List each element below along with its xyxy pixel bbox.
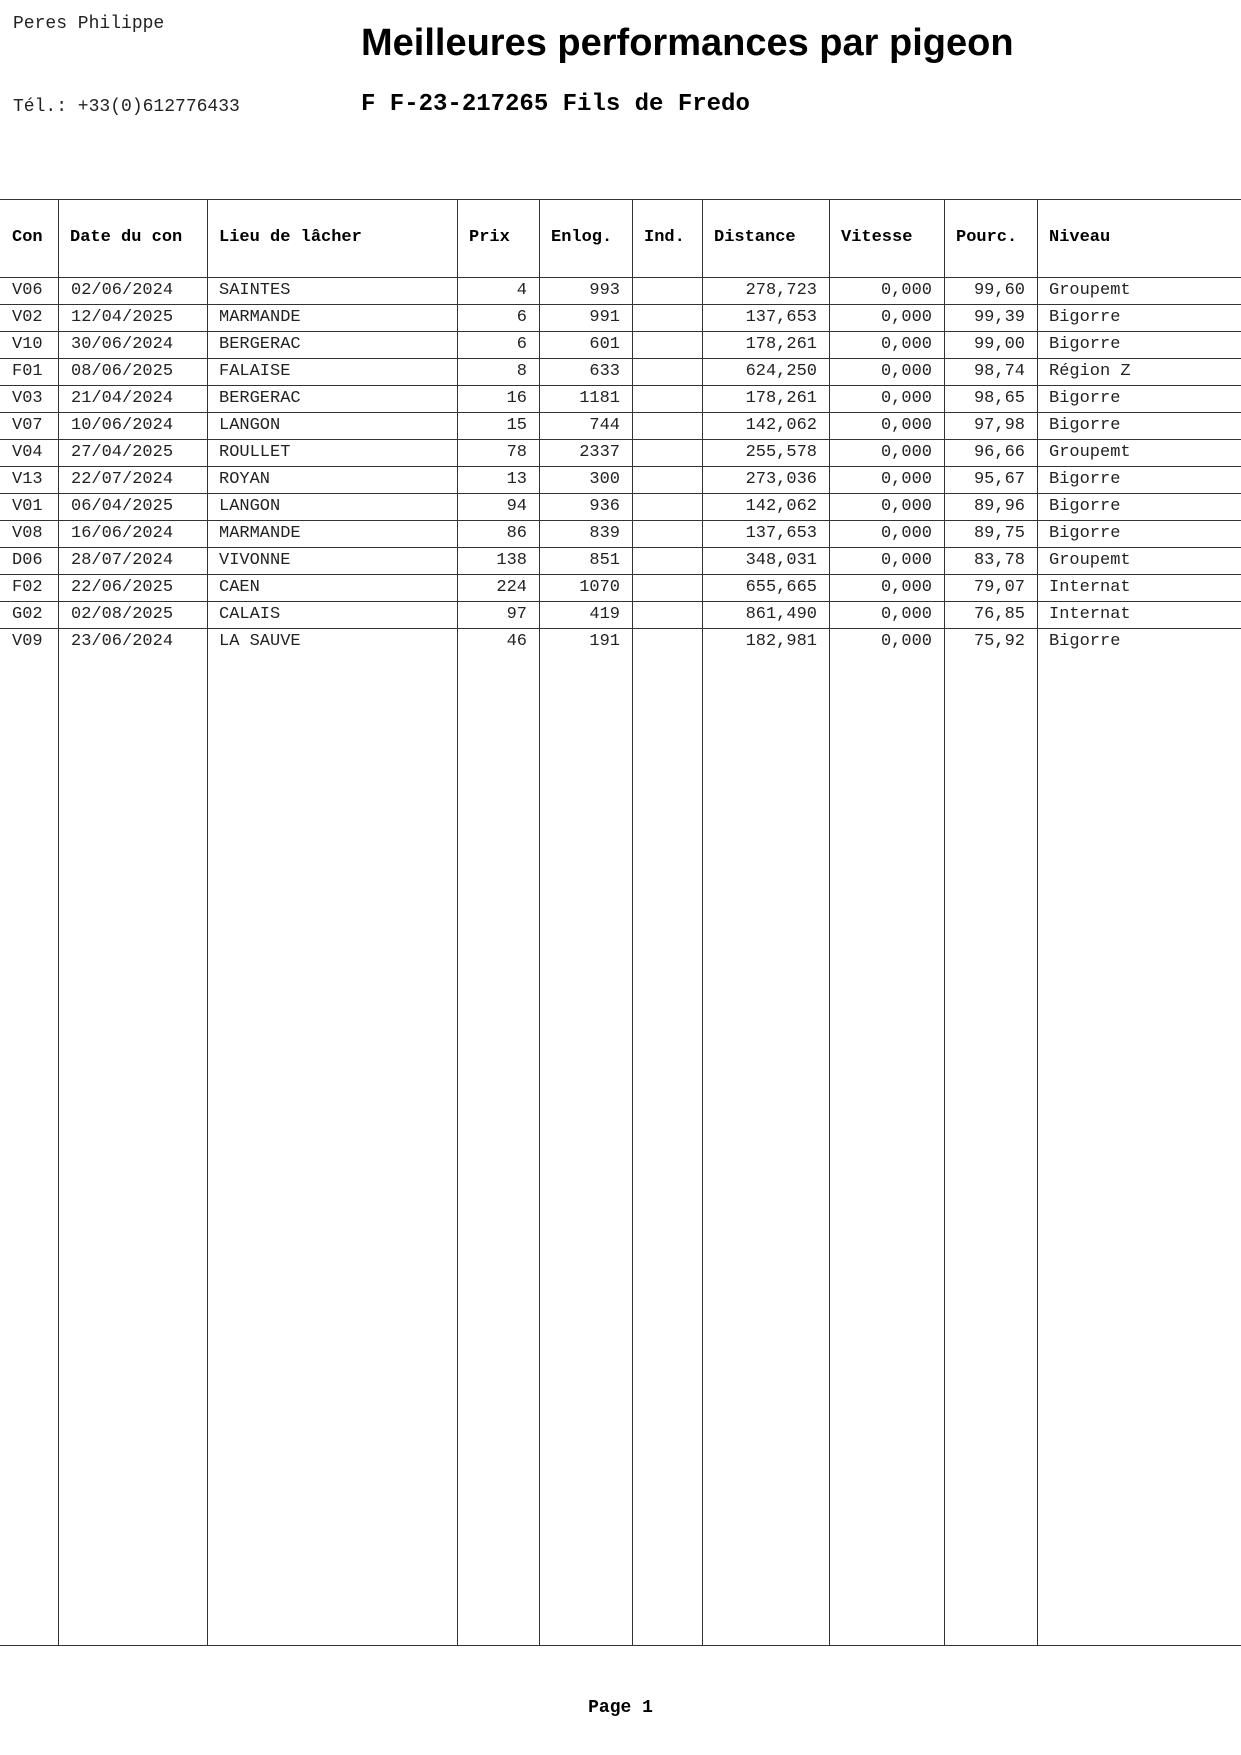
cell-prize: 6 xyxy=(457,331,539,358)
cell-speed: 0,000 xyxy=(829,385,944,412)
cell-prize: 97 xyxy=(457,601,539,628)
cell-ind xyxy=(632,574,702,601)
cell-distance: 178,261 xyxy=(702,331,829,358)
cell-release-site: LANGON xyxy=(207,493,457,520)
cell-ind xyxy=(632,628,702,655)
cell-release-site: CALAIS xyxy=(207,601,457,628)
cell-distance: 348,031 xyxy=(702,547,829,574)
cell-level: Internat xyxy=(1037,601,1241,628)
cell-con: V03 xyxy=(0,385,58,412)
cell-con: V13 xyxy=(0,466,58,493)
cell-percent: 97,98 xyxy=(944,412,1037,439)
cell-date: 02/08/2025 xyxy=(58,601,207,628)
cell-percent: 99,60 xyxy=(944,277,1037,304)
cell-level: Groupemt xyxy=(1037,439,1241,466)
cell-ind xyxy=(632,601,702,628)
cell-percent: 83,78 xyxy=(944,547,1037,574)
cell-ind xyxy=(632,412,702,439)
cell-release-site: MARMANDE xyxy=(207,304,457,331)
cell-level: Bigorre xyxy=(1037,493,1241,520)
cell-ind xyxy=(632,277,702,304)
column-header-distance: Distance xyxy=(702,199,829,277)
cell-percent: 89,96 xyxy=(944,493,1037,520)
column-header-basketed: Enlog. xyxy=(539,199,632,277)
cell-level: Bigorre xyxy=(1037,520,1241,547)
cell-con: V01 xyxy=(0,493,58,520)
pigeon-id: F F-23-217265 Fils de Fredo xyxy=(361,91,750,118)
cell-percent: 79,07 xyxy=(944,574,1037,601)
cell-con: V02 xyxy=(0,304,58,331)
cell-basketed: 300 xyxy=(539,466,632,493)
cell-distance: 142,062 xyxy=(702,493,829,520)
cell-percent: 89,75 xyxy=(944,520,1037,547)
cell-level: Bigorre xyxy=(1037,304,1241,331)
table-row xyxy=(0,385,1241,412)
cell-basketed: 191 xyxy=(589,631,620,651)
cell-distance: 182,981 xyxy=(745,631,817,651)
cell-percent: 98,65 xyxy=(944,385,1037,412)
page-number: Page 1 xyxy=(588,1698,653,1718)
cell-basketed: 839 xyxy=(539,520,632,547)
cell-basketed: 936 xyxy=(539,493,632,520)
cell-ind xyxy=(632,439,702,466)
cell-date: 22/06/2025 xyxy=(58,574,207,601)
cell-prize: 6 xyxy=(457,304,539,331)
owner-phone: Tél.: +33(0)612776433 xyxy=(13,97,240,117)
cell-level: Internat xyxy=(1037,574,1241,601)
table-row xyxy=(0,520,1241,547)
cell-date: 08/06/2025 xyxy=(58,358,207,385)
cell-date: 22/07/2024 xyxy=(58,466,207,493)
cell-speed: 0,000 xyxy=(829,574,944,601)
table-body xyxy=(0,277,1241,655)
cell-prize: 4 xyxy=(457,277,539,304)
cell-prize: 224 xyxy=(457,574,539,601)
cell-ind xyxy=(632,304,702,331)
cell-con: V09 xyxy=(12,631,43,651)
cell-prize: 46 xyxy=(506,631,527,651)
cell-prize: 15 xyxy=(457,412,539,439)
cell-distance: 178,261 xyxy=(702,385,829,412)
cell-con: G02 xyxy=(0,601,58,628)
cell-prize: 78 xyxy=(457,439,539,466)
cell-percent: 75,92 xyxy=(973,631,1025,651)
cell-con: F02 xyxy=(0,574,58,601)
cell-level: Groupemt xyxy=(1037,547,1241,574)
cell-ind xyxy=(632,358,702,385)
cell-release-site: BERGERAC xyxy=(207,385,457,412)
cell-basketed: 419 xyxy=(539,601,632,628)
cell-percent: 98,74 xyxy=(944,358,1037,385)
cell-percent: 76,85 xyxy=(944,601,1037,628)
cell-basketed: 601 xyxy=(539,331,632,358)
column-header-percent: Pourc. xyxy=(944,199,1037,277)
cell-release-site: FALAISE xyxy=(207,358,457,385)
cell-release-site: BERGERAC xyxy=(207,331,457,358)
cell-percent: 99,00 xyxy=(944,331,1037,358)
cell-date: 21/04/2024 xyxy=(58,385,207,412)
table-row xyxy=(0,628,1241,655)
cell-release-site: LA SAUVE xyxy=(219,631,301,651)
cell-basketed: 1181 xyxy=(539,385,632,412)
column-header-con: Con xyxy=(0,199,58,277)
table-row xyxy=(0,466,1241,493)
cell-ind xyxy=(632,466,702,493)
owner-name: Peres Philippe xyxy=(13,14,165,34)
cell-date: 27/04/2025 xyxy=(58,439,207,466)
cell-distance: 273,036 xyxy=(702,466,829,493)
cell-level: Bigorre xyxy=(1037,466,1241,493)
cell-prize: 94 xyxy=(457,493,539,520)
cell-release-site: VIVONNE xyxy=(207,547,457,574)
cell-con: F01 xyxy=(0,358,58,385)
cell-prize: 86 xyxy=(457,520,539,547)
table-row xyxy=(0,277,1241,304)
cell-release-site: ROULLET xyxy=(207,439,457,466)
cell-con: D06 xyxy=(0,547,58,574)
cell-speed: 0,000 xyxy=(829,520,944,547)
table-row xyxy=(0,547,1241,574)
table-row xyxy=(0,412,1241,439)
cell-release-site: LANGON xyxy=(207,412,457,439)
cell-distance: 142,062 xyxy=(702,412,829,439)
cell-level: Région Z xyxy=(1037,358,1241,385)
cell-speed: 0,000 xyxy=(829,358,944,385)
column-header-prize: Prix xyxy=(457,199,539,277)
cell-date: 02/06/2024 xyxy=(58,277,207,304)
cell-basketed: 744 xyxy=(539,412,632,439)
cell-basketed: 993 xyxy=(539,277,632,304)
cell-date: 10/06/2024 xyxy=(58,412,207,439)
cell-ind xyxy=(632,385,702,412)
table-row xyxy=(0,358,1241,385)
cell-distance: 255,578 xyxy=(702,439,829,466)
cell-speed: 0,000 xyxy=(829,547,944,574)
cell-speed: 0,000 xyxy=(829,331,944,358)
cell-basketed: 633 xyxy=(539,358,632,385)
cell-distance: 655,665 xyxy=(702,574,829,601)
cell-basketed: 851 xyxy=(539,547,632,574)
table-row xyxy=(0,493,1241,520)
performance-table xyxy=(0,199,1241,655)
cell-speed: 0,000 xyxy=(829,439,944,466)
cell-speed: 0,000 xyxy=(829,601,944,628)
cell-distance: 137,653 xyxy=(702,520,829,547)
cell-speed: 0,000 xyxy=(829,412,944,439)
cell-distance: 624,250 xyxy=(702,358,829,385)
cell-con: V10 xyxy=(0,331,58,358)
cell-basketed: 991 xyxy=(539,304,632,331)
column-header-level: Niveau xyxy=(1037,199,1241,277)
cell-date: 28/07/2024 xyxy=(58,547,207,574)
column-header-speed: Vitesse xyxy=(829,199,944,277)
cell-speed: 0,000 xyxy=(829,277,944,304)
cell-con: V04 xyxy=(0,439,58,466)
cell-date: 23/06/2024 xyxy=(71,631,174,651)
cell-release-site: ROYAN xyxy=(207,466,457,493)
table-row xyxy=(0,439,1241,466)
cell-release-site: CAEN xyxy=(207,574,457,601)
cell-distance: 137,653 xyxy=(702,304,829,331)
cell-prize: 8 xyxy=(457,358,539,385)
table-header-row xyxy=(0,199,1241,277)
cell-speed: 0,000 xyxy=(829,304,944,331)
cell-date: 12/04/2025 xyxy=(58,304,207,331)
cell-con: V07 xyxy=(0,412,58,439)
cell-prize: 138 xyxy=(457,547,539,574)
cell-level: Bigorre xyxy=(1037,331,1241,358)
cell-ind xyxy=(632,547,702,574)
cell-ind xyxy=(632,493,702,520)
column-header-release-site: Lieu de lâcher xyxy=(207,199,457,277)
cell-percent: 96,66 xyxy=(944,439,1037,466)
cell-con: V08 xyxy=(0,520,58,547)
cell-percent: 95,67 xyxy=(944,466,1037,493)
cell-prize: 13 xyxy=(457,466,539,493)
cell-level: Bigorre xyxy=(1037,385,1241,412)
cell-prize: 16 xyxy=(457,385,539,412)
cell-distance: 861,490 xyxy=(702,601,829,628)
cell-percent: 99,39 xyxy=(944,304,1037,331)
cell-basketed: 2337 xyxy=(539,439,632,466)
table-row xyxy=(0,331,1241,358)
cell-level: Bigorre xyxy=(1049,631,1121,651)
cell-speed: 0,000 xyxy=(880,631,932,651)
cell-date: 06/04/2025 xyxy=(58,493,207,520)
cell-con: V06 xyxy=(0,277,58,304)
cell-distance: 278,723 xyxy=(702,277,829,304)
cell-level: Groupemt xyxy=(1037,277,1241,304)
cell-release-site: MARMANDE xyxy=(207,520,457,547)
cell-level: Bigorre xyxy=(1037,412,1241,439)
cell-ind xyxy=(632,331,702,358)
cell-date: 30/06/2024 xyxy=(58,331,207,358)
cell-date: 16/06/2024 xyxy=(58,520,207,547)
table-row xyxy=(0,574,1241,601)
column-header-date: Date du con xyxy=(58,199,207,277)
cell-release-site: SAINTES xyxy=(207,277,457,304)
column-header-ind: Ind. xyxy=(632,199,702,277)
cell-speed: 0,000 xyxy=(829,466,944,493)
table-row xyxy=(0,601,1241,628)
cell-basketed: 1070 xyxy=(539,574,632,601)
table-row xyxy=(0,304,1241,331)
cell-ind xyxy=(632,520,702,547)
report-title: Meilleures performances par pigeon xyxy=(361,22,1014,64)
cell-speed: 0,000 xyxy=(829,493,944,520)
